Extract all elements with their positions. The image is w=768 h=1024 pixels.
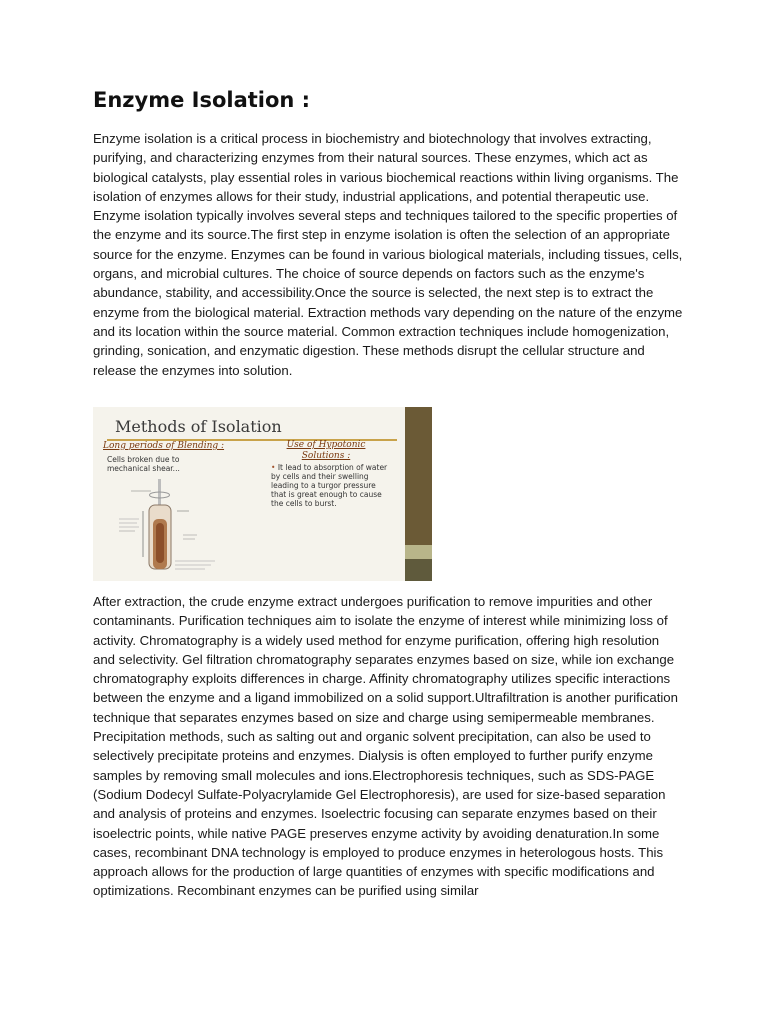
figure-side-band-light [405,545,432,559]
figure-left-heading: Long periods of Blending : [103,441,225,451]
homogenizer-tube-illustration [93,407,405,581]
methods-of-isolation-figure [93,407,432,581]
figure-side-bar [405,407,432,581]
figure-slide [93,407,405,581]
paragraph-intro: Enzyme isolation is a critical process in biochemistry and biotechnology that involves extracting, purifying, and characterizing enzymes from their natural sources. These enzymes, which act as biological catalysts, play essential roles in various biochemical reactions within living organisms. The isolation of enzymes allows for their study, industrial applications, and potential therapeutic use. Enzyme isolation typically involves several steps and techniques tailored to the specific properties of the enzyme and its source.The first step in enzyme isolation is often the selection of an appropriate source for the enzyme. Enzymes can be found in various biological materials, including tissues, cells, organs, and microbial cultures. The choice of source depends on factors such as the enzyme's abundance, stability, and accessibility.Once the source is selected, the next step is to extract the enzyme from the biological material. Extraction methods vary depending on the nature of the enzyme and its location within the source material. Common extraction techniques include homogenization, grinding, sonication, and enzymatic digestion. These methods disrupt the cellular structure and release the enzymes into solution. [93,131,683,378]
page-title: Enzyme Isolation : [93,88,311,112]
figure-left-text: Cells broken due to mechanical shear... [107,455,180,473]
figure-title: Methods of Isolation [115,417,282,436]
paragraph-purification: After extraction, the crude enzyme extract undergoes purification to remove impurities and other contaminants. Purification techniques aim to isolate the enzyme of interest while minimizing loss of activity. Chromatography is a widely used method for enzyme purification, offering high resolution and selectivity. Gel filtration chromatography separates enzymes based on size, while ion exchange chromatography exploits differences in charge. Affinity chromatography utilizes specific interactions between the enzyme and a ligand immobilized on a solid support.Ultrafiltration is another purification technique that separates enzymes based on size and charge using semipermeable membranes. Precipitation methods, such as salting out and organic solvent precipitation, can also be used to selectively precipitate proteins and enzymes. Dialysis is often employed to further purify enzyme samples by removing small molecules and ions.Electrophoresis techniques, such as SDS-PAGE (Sodium Dodecyl Sulfate-Polyacrylamide Gel Electrophoresis), are used for size-based separation and analysis of proteins and enzymes. Isoelectric focusing can separate enzymes based on their isoelectric points, while native PAGE preserves enzyme activity by avoiding denaturation.In some cases, recombinant DNA technology is employed to produce enzymes in heterologous hosts. This approach allows for the production of large quantities of enzymes with specific modifications and optimizations. Recombinant enzymes can be purified using similar [93,594,678,899]
bullet-icon: • [271,463,276,472]
figure-right-heading: Use of Hypotonic Solutions : [286,440,366,461]
figure-right-body: It lead to absorption of water by cells and their swelling leading to a turgor pressure that is great enough to cause the cells to burst. [271,463,388,508]
figure-side-band-dark [405,559,432,581]
